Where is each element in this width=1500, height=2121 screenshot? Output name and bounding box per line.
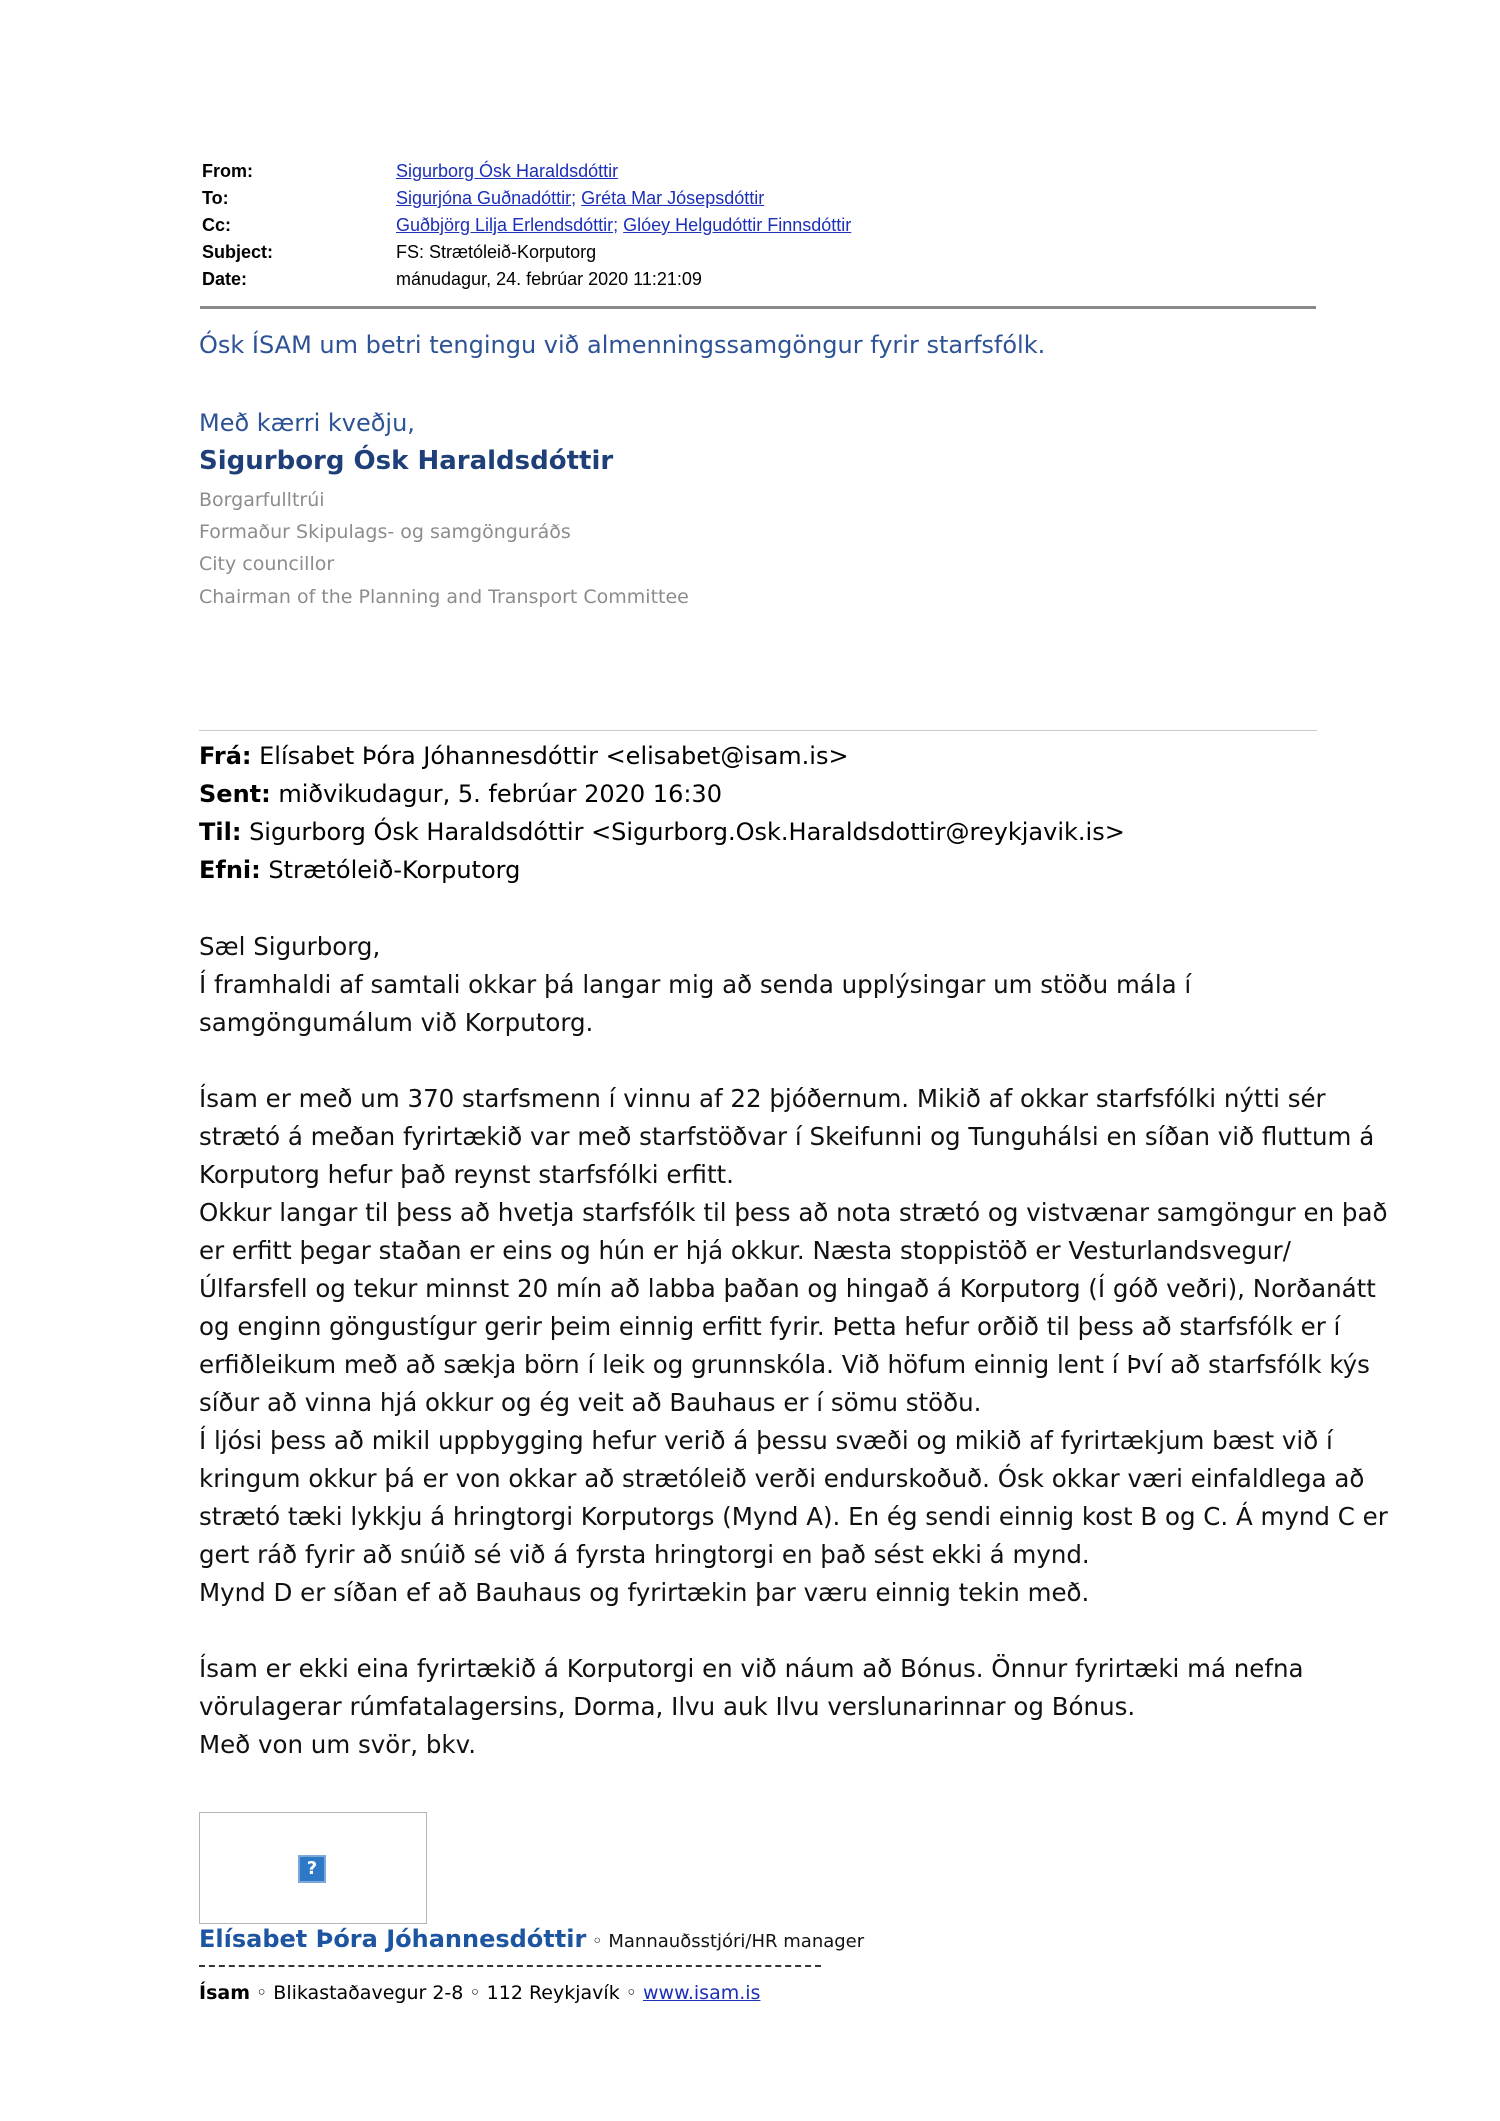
body-line: Ísam er ekki eina fyrirtækið á Korputorgi en við náum að Bónus. Önnur fyrirtæki má nefna <box>199 1654 1304 1683</box>
fwd-from-row <box>199 742 849 770</box>
footer-address-line <box>199 1982 760 2004</box>
footer-company: Ísam <box>199 1982 250 2004</box>
footer-dashed-divider <box>199 1965 821 1967</box>
signature-image-placeholder <box>199 1812 427 1924</box>
body-line: erfiðleikum með að sækja börn í leik og grunnskóla. Við höfum einnig lent í Því að starfsfólk kýs <box>199 1350 1370 1379</box>
signature-title: City councillor <box>199 553 335 575</box>
fwd-sent-value: miðvikudagur, 5. febrúar 2020 16:30 <box>278 780 722 808</box>
body-line: kringum okkur þá er von okkar að strætóleið verði endurskoðuð. Ósk okkar væri einfaldlega að <box>199 1464 1365 1493</box>
intro-greeting: Með kærri kveðju, <box>199 409 415 437</box>
subject-value: FS: Strætóleið-Korputorg <box>396 242 597 262</box>
fwd-from-value: Elísabet Þóra Jóhannesdóttir <elisabet@isam.is> <box>259 742 849 770</box>
email-header <box>202 158 851 293</box>
footer-signature-line <box>199 1925 864 1953</box>
body-line: strætó tæki lykkju á hringtorgi Korputorgs (Mynd A). En ég sendi einnig kost B og C. Á mynd C er <box>199 1502 1388 1531</box>
fwd-sent-label: Sent: <box>199 780 271 808</box>
body-line: samgöngumálum við Korputorg. <box>199 1008 594 1037</box>
to-label: To: <box>202 188 229 208</box>
footer-website-link[interactable]: www.isam.is <box>642 1982 761 2004</box>
header-cc-row <box>202 212 851 239</box>
body-line: Með von um svör, bkv. <box>199 1730 477 1759</box>
fwd-subject-row <box>199 856 520 884</box>
header-to-row <box>202 185 851 212</box>
body-line: vörulagerar rúmfatalagersins, Dorma, Ilvu auk Ilvu verslunarinnar og Bónus. <box>199 1692 1136 1721</box>
cc-link[interactable]: Guðbjörg Lilja Erlendsdóttir <box>396 215 614 235</box>
footer-signature-title: ◦ Mannauðsstjóri/HR manager <box>586 1931 865 1952</box>
cc-link[interactable]: Glóey Helgudóttir Finnsdóttir <box>623 215 852 235</box>
body-line: Korputorg hefur það reynst starfsfólki erfitt. <box>199 1160 734 1189</box>
intro-message: Ósk ÍSAM um betri tengingu við almenningssamgöngur fyrir starfsfólk. <box>199 331 1046 359</box>
cc-separator: ; <box>613 215 619 235</box>
body-line: Í framhaldi af samtali okkar þá langar mig að senda upplýsingar um stöðu mála í <box>199 970 1192 999</box>
fwd-from-label: Frá: <box>199 742 252 770</box>
signature-title: Borgarfulltrúi <box>199 489 325 511</box>
broken-image-icon: ? <box>298 1855 326 1883</box>
body-line: strætó á meðan fyrirtækið var með starfstöðvar í Skeifunni og Tunguhálsi en síðan við fluttum á <box>199 1122 1375 1151</box>
fwd-to-label: Til: <box>199 818 242 846</box>
fwd-subject-value: Strætóleið-Korputorg <box>268 856 521 884</box>
body-line: Okkur langar til þess að hvetja starfsfólk til þess að nota strætó og vistvænar samgöngur en það <box>199 1198 1388 1227</box>
body-line: Í ljósi þess að mikil uppbygging hefur verið á þessu svæði og mikið af fyrirtækjum bæst við í <box>199 1426 1333 1455</box>
footer-address: ◦ Blikastaðavegur 2-8 ◦ 112 Reykjavík ◦ <box>250 1982 643 2004</box>
to-link[interactable]: Sigurjóna Guðnadóttir <box>396 188 572 208</box>
body-line: er erfitt þegar staðan er eins og hún er hjá okkur. Næsta stoppistöð er Vesturlandsvegur/ <box>199 1236 1291 1265</box>
body-line: Mynd D er síðan ef að Bauhaus og fyrirtækin þar væru einnig tekin með. <box>199 1578 1090 1607</box>
signature-title: Chairman of the Planning and Transport Committee <box>199 586 689 608</box>
from-link[interactable]: Sigurborg Ósk Haraldsdóttir <box>396 161 619 181</box>
cc-label: Cc: <box>202 215 232 235</box>
footer-signature-name: Elísabet Þóra Jóhannesdóttir <box>199 1925 587 1953</box>
fwd-sent-row <box>199 780 722 808</box>
header-subject-row <box>202 239 851 266</box>
body-line: Úlfarsfell og tekur minnst 20 mín að labba þaðan og hingað á Korputorg (Í góð veðri), Norðanátt <box>199 1274 1376 1303</box>
from-label: From: <box>202 161 253 181</box>
signature-title: Formaður Skipulags- og samgönguráðs <box>199 521 571 543</box>
header-divider <box>200 306 1316 309</box>
body-greeting: Sæl Sigurborg, <box>199 932 381 961</box>
date-label: Date: <box>202 269 248 289</box>
subject-label: Subject: <box>202 242 274 262</box>
header-from-row <box>202 158 851 185</box>
fwd-to-row <box>199 818 1125 846</box>
body-line: og enginn göngustígur gerir þeim einnig erfitt fyrir. Þetta hefur orðið til þess að starfsfólk er í <box>199 1312 1341 1341</box>
fwd-to-value: Sigurborg Ósk Haraldsdóttir <Sigurborg.Osk.Haraldsdottir@reykjavik.is> <box>249 818 1125 846</box>
fwd-subject-label: Efni: <box>199 856 261 884</box>
to-separator: ; <box>571 188 577 208</box>
date-value: mánudagur, 24. febrúar 2020 11:21:09 <box>396 269 702 289</box>
signature-name: Sigurborg Ósk Haraldsdóttir <box>199 446 614 476</box>
body-line: gert ráð fyrir að snúið sé við á fyrsta hringtorgi en það sést ekki á mynd. <box>199 1540 1090 1569</box>
header-date-row <box>202 266 851 293</box>
body-line: síður að vinna hjá okkur og ég veit að Bauhaus er í sömu stöðu. <box>199 1388 982 1417</box>
to-link[interactable]: Gréta Mar Jósepsdóttir <box>581 188 765 208</box>
body-line: Ísam er með um 370 starfsmenn í vinnu af 22 þjóðernum. Mikið af okkar starfsfólki nýtti sér <box>199 1084 1326 1113</box>
forward-divider <box>199 730 1317 731</box>
